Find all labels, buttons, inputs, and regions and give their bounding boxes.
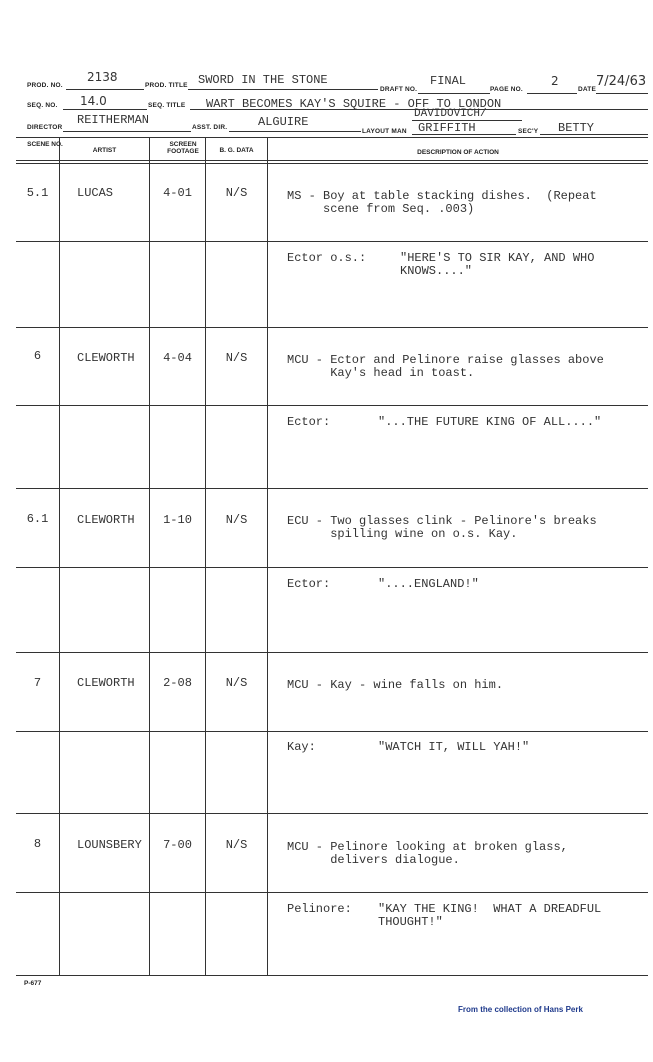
- asst-dir-value: ALGUIRE: [258, 115, 309, 129]
- col-header-description: DESCRIPTION OF ACTION: [417, 149, 499, 156]
- dialogue-line-1: "HERE'S TO SIR KAY, AND WHO: [400, 251, 595, 265]
- action-line-2: Kay's head in toast.: [287, 366, 475, 380]
- seq-title-value: WART BECOMES KAY'S SQUIRE - OFF TO LONDON: [206, 97, 502, 111]
- dialogue-line-1: "KAY THE KING! WHAT A DREADFUL: [378, 902, 602, 916]
- asst-dir-label: ASST. DIR.: [192, 124, 228, 131]
- artist-name: CLEWORTH: [77, 513, 135, 527]
- action-line-2: spilling wine on o.s. Kay.: [287, 527, 518, 541]
- action-line-1: MCU - Pelinore looking at broken glass,: [287, 840, 568, 854]
- dialogue-line-1: "....ENGLAND!": [378, 577, 479, 591]
- artist-name: CLEWORTH: [77, 351, 135, 365]
- director-label: DIRECTOR: [27, 124, 63, 131]
- date-label: DATE: [578, 86, 597, 93]
- action-line-2: scene from Seq. .003): [287, 202, 475, 216]
- prod-no-value: 2138: [87, 70, 118, 84]
- action-line-1: ECU - Two glasses clink - Pelinore's breaks: [287, 514, 597, 528]
- screen-footage: 2-08: [163, 676, 192, 690]
- draft-no-label: DRAFT NO.: [380, 86, 418, 93]
- prod-no-label: PROD. NO.: [27, 82, 63, 89]
- page-no-value: 2: [551, 74, 559, 88]
- scene-number: 8: [33, 837, 42, 851]
- col-header-bg-data: B. G. DATA: [219, 147, 254, 154]
- bg-data: N/S: [225, 186, 248, 200]
- scene-number: 6: [33, 349, 42, 363]
- date-value: 7/24/63: [596, 74, 647, 89]
- prod-title-label: PROD. TITLE: [145, 82, 188, 89]
- scene-number: 5.1: [26, 186, 49, 200]
- screen-footage: 4-01: [163, 186, 192, 200]
- bg-data: N/S: [225, 676, 248, 690]
- seq-title-label: SEQ. TITLE: [148, 102, 186, 109]
- draft-no-value: FINAL: [430, 74, 467, 88]
- dialogue-speaker: Kay:: [287, 740, 316, 754]
- screen-footage: 7-00: [163, 838, 192, 852]
- page-no-label: PAGE NO.: [490, 86, 523, 93]
- seq-no-value: 14.0: [80, 94, 107, 108]
- bg-data: N/S: [225, 351, 248, 365]
- action-line-1: MCU - Ector and Pelinore raise glasses above: [287, 353, 604, 367]
- dialogue-speaker: Pelinore:: [287, 902, 352, 916]
- secy-label: SEC'Y: [518, 128, 539, 135]
- action-line-1: MCU - Kay - wine falls on him.: [287, 678, 504, 692]
- layout-man-value-1: DAVIDOVICH/: [414, 108, 487, 120]
- dialogue-speaker: Ector o.s.:: [287, 251, 367, 265]
- artist-name: LUCAS: [77, 186, 114, 200]
- scene-number: 6.1: [26, 512, 49, 526]
- screen-footage: 4-04: [163, 351, 192, 365]
- bg-data: N/S: [225, 838, 248, 852]
- artist-name: CLEWORTH: [77, 676, 135, 690]
- scene-number: 7: [33, 676, 42, 690]
- prod-title-value: SWORD IN THE STONE: [198, 73, 328, 87]
- form-number: P-677: [24, 980, 42, 987]
- col-header-artist: ARTIST: [92, 147, 117, 154]
- dialogue-line-2: KNOWS....": [400, 264, 473, 278]
- bg-data: N/S: [225, 513, 248, 527]
- screen-footage: 1-10: [163, 513, 192, 527]
- col-header-scene-no: SCENE NO.: [27, 141, 63, 148]
- secy-value: BETTY: [558, 121, 595, 135]
- dialogue-line-2: THOUGHT!": [378, 915, 443, 929]
- dialogue-line-1: "WATCH IT, WILL YAH!": [378, 740, 530, 754]
- seq-no-label: SEQ. NO.: [27, 102, 58, 109]
- layout-man-label: LAYOUT MAN: [362, 128, 407, 135]
- dialogue-line-1: "...THE FUTURE KING OF ALL....": [378, 415, 602, 429]
- col-header-screen-footage: SCREEN FOOTAGE: [167, 141, 199, 155]
- layout-man-value-2: GRIFFITH: [418, 121, 476, 135]
- collection-credit: From the collection of Hans Perk: [458, 1005, 583, 1014]
- dialogue-speaker: Ector:: [287, 415, 331, 429]
- dialogue-speaker: Ector:: [287, 577, 331, 591]
- artist-name: LOUNSBERY: [77, 838, 142, 852]
- action-line-2: delivers dialogue.: [287, 853, 460, 867]
- director-value: REITHERMAN: [77, 113, 150, 127]
- action-line-1: MS - Boy at table stacking dishes. (Repeat: [287, 189, 597, 203]
